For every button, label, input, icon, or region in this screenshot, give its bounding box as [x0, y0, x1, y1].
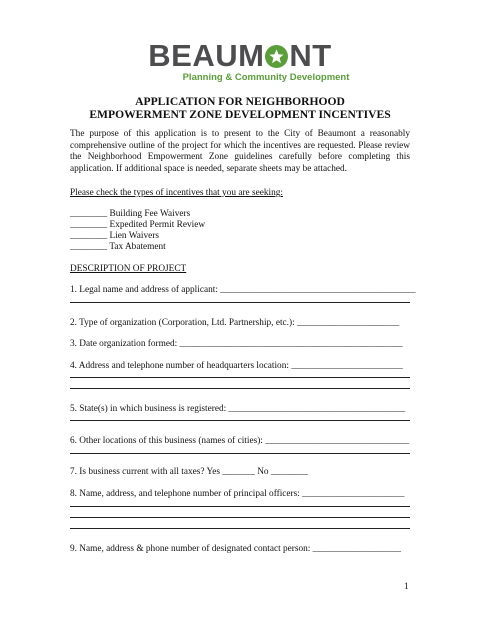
- logo-subtitle: Planning & Community Development: [182, 72, 350, 83]
- incentives-prompt: Please check the types of incentives that you are seeking:: [70, 188, 283, 198]
- logo-text-end: NT: [289, 38, 332, 73]
- star-icon: [265, 45, 288, 68]
- question-1[interactable]: 1. Legal name and address of applicant: __________________________________________: [70, 285, 416, 295]
- question-2[interactable]: 2. Type of organization (Corporation, Ltd. Partnership, etc.): ______________________: [70, 318, 400, 328]
- logo-wordmark: [148, 40, 332, 72]
- question-8[interactable]: 8. Name, address, and telephone number of principal officers: ______________________: [70, 489, 405, 499]
- beaumont-logo: [0, 40, 480, 83]
- logo-text-start: BEAUM: [148, 38, 265, 73]
- answer-line-1[interactable]: [70, 302, 410, 303]
- incentive-building-fee-waivers[interactable]: ________ Building Fee Waivers: [70, 209, 191, 219]
- title-line-2: EMPOWERMENT ZONE DEVELOPMENT INCENTIVES: [89, 108, 391, 121]
- description-heading: DESCRIPTION OF PROJECT: [70, 264, 187, 274]
- incentive-expedited-permit-review[interactable]: ________ Expedited Permit Review: [70, 220, 206, 230]
- title-line-1: APPLICATION FOR NEIGHBORHOOD: [135, 95, 345, 108]
- answer-line-6[interactable]: [70, 453, 410, 454]
- answer-line-8a[interactable]: [70, 506, 410, 507]
- answer-line-4b[interactable]: [70, 388, 410, 389]
- intro-paragraph: The purpose of this application is to present to the City of Beaumont a reasonably comprehensive outline of the project for which the incentives are requested. Please review the Neighborhood Empowerment Zone guidelines carefully before completing this application. If additional space is needed, separate sheets may be attached.: [70, 129, 410, 174]
- question-7[interactable]: 7. Is business current with all taxes? Yes _______ No ________: [70, 467, 309, 477]
- question-6[interactable]: 6. Other locations of this business (names of cities): _______________________________: [70, 436, 410, 446]
- page-number: 1: [404, 582, 409, 592]
- answer-line-8b[interactable]: [70, 517, 410, 518]
- answer-line-5[interactable]: [70, 420, 410, 421]
- question-9[interactable]: 9. Name, address & phone number of designated contact person: ___________________: [70, 544, 402, 554]
- question-3[interactable]: 3. Date organization formed: ________________________________________________: [70, 339, 403, 349]
- incentive-tax-abatement[interactable]: ________ Tax Abatement: [70, 242, 166, 252]
- answer-line-4a[interactable]: [70, 377, 410, 378]
- document-title: [0, 95, 480, 121]
- question-4[interactable]: 4. Address and telephone number of headquarters location: ________________________: [70, 361, 403, 371]
- question-5[interactable]: 5. State(s) in which business is registered: ______________________________________: [70, 404, 406, 414]
- incentive-lien-waivers[interactable]: ________ Lien Waivers: [70, 231, 159, 241]
- answer-line-8c[interactable]: [70, 528, 410, 529]
